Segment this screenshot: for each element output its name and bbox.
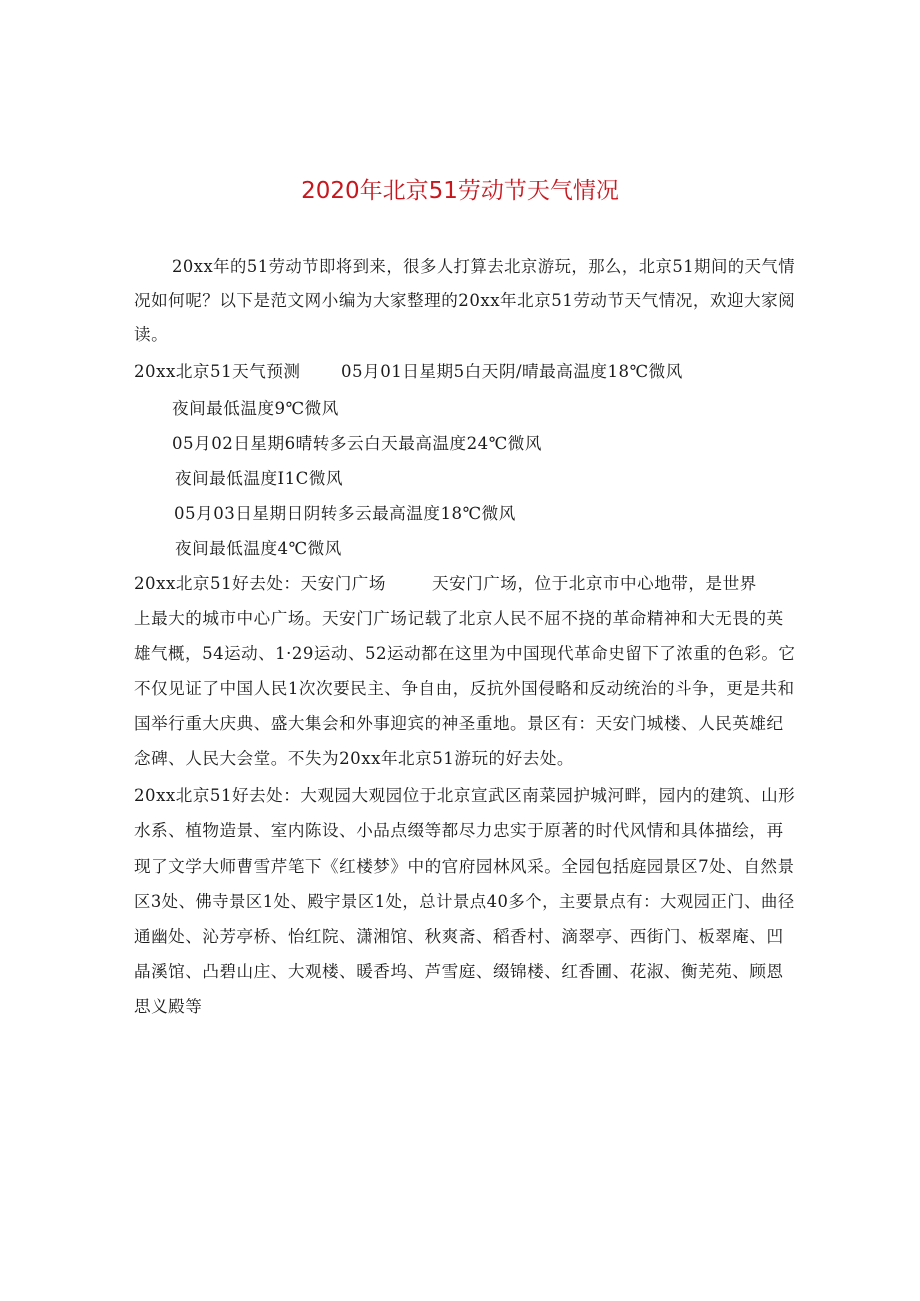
spot2-line-2: 水系、植物造景、室内陈设、小品点缀等都尽力忠实于原著的时代风情和具体描绘，再	[134, 821, 784, 840]
spot1-line-6: 念碑、人民大会堂。不失为20xx年北京51游玩的好去处。	[134, 749, 575, 768]
spot1-line-4: 不仅见证了中国人民1次次要民主、争自由，反抗外国侵略和反动统治的斗争，更是共和	[134, 679, 795, 698]
forecast-day1-day: 05月01日星期5白天阴/晴最高温度18℃微风	[341, 362, 683, 381]
spot2-line-1: 20xx北京51好去处：大观园大观园位于北京宣武区南菜园护城河畔，园内的建筑、山形	[134, 786, 796, 805]
spot1-line-5: 国举行重大庆典、盛大集会和外事迎宾的神圣重地。景区有：天安门城楼、人民英雄纪	[134, 714, 784, 733]
spot2-line-3: 现了文学大师曹雪芹笔下《红楼梦》中的官府园林风采。全园包括庭园景区7处、自然景	[134, 857, 795, 876]
document-title: 2020年北京51劳动节天气情况	[301, 178, 619, 204]
spot2-line-7: 思义殿等	[134, 997, 203, 1016]
forecast-day3-night: 夜间最低温度4℃微风	[175, 539, 342, 558]
spot2-line-5: 通幽处、沁芳亭桥、怡红院、潇湘馆、秋爽斋、稻香村、滴翠亭、西街门、板翠庵、凹	[134, 927, 784, 946]
intro-line-2: 况如何呢？以下是范文网小编为大家整理的20xx年北京51劳动节天气情况，欢迎大家阅	[134, 291, 796, 310]
forecast-heading: 20xx北京51天气预测	[134, 362, 301, 381]
forecast-day2-day: 05月02日星期6晴转多云白天最高温度24℃微风	[172, 434, 542, 453]
forecast-day2-night: 夜间最低温度I1C微风	[175, 469, 344, 488]
forecast-day3-day: 05月03日星期日阴转多云最高温度18℃微风	[174, 504, 516, 523]
spot2-line-4: 区3处、佛寺景区1处、殿宇景区1处，总计景点40多个，主要景点有：大观园正门、曲径	[134, 892, 795, 911]
spot2-line-6: 晶溪馆、凸碧山庄、大观楼、暖香坞、芦雪庭、缀锦楼、红香圃、花淑、衡芜苑、顾恩	[134, 962, 784, 981]
intro-line-1: 20xx年的51劳动节即将到来，很多人打算去北京游玩，那么，北京51期间的天气情	[172, 257, 796, 276]
forecast-day1-night: 夜间最低温度9℃微风	[172, 399, 339, 418]
spot1-line-3: 雄气概，54运动、1·29运动、52运动都在这里为中国现代革命史留下了浓重的色彩。它	[134, 644, 796, 663]
spot1-heading: 20xx北京51好去处：天安门广场	[134, 574, 386, 593]
intro-line-3: 读。	[134, 325, 169, 344]
spot1-line-1: 天安门广场，位于北京市中心地带，是世界	[432, 574, 757, 593]
spot1-line-2: 上最大的城市中心广场。天安门广场记载了北京人民不屈不挠的革命精神和大无畏的英	[134, 609, 784, 628]
